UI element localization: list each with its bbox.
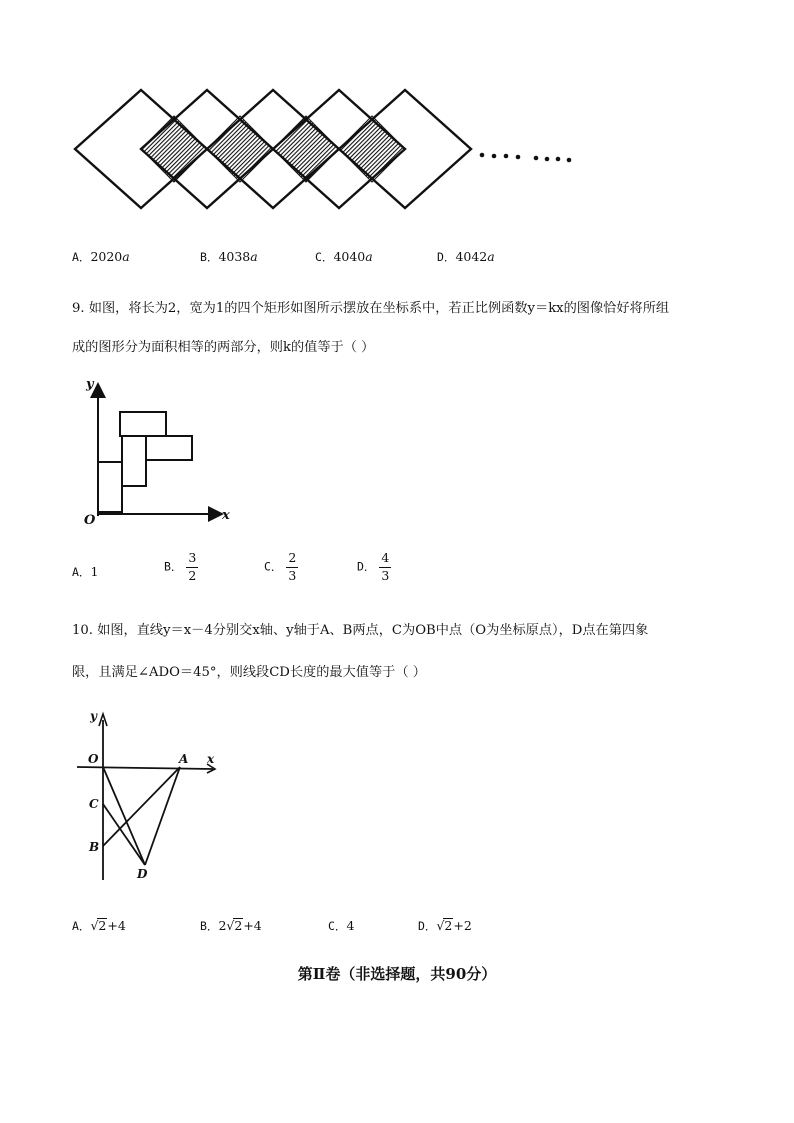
q9-label-origin: O — [84, 513, 96, 526]
q10-question-line-1: 10. 如图，直线y＝x－4分别交x轴、y轴于A、B两点，C为OB中点（O为坐标原点），D点在第四象 — [72, 623, 649, 638]
q8-option-b[interactable]: B．4038a — [200, 249, 258, 264]
q9-label-x: x — [222, 508, 230, 523]
q10-question-line-2: 限，且满足∠ADO＝45°，则线段CD长度的最大值等于（ ） — [72, 665, 426, 680]
q10-option-c[interactable]: C．4 — [328, 918, 355, 933]
q8-option-a[interactable]: A．2020a — [72, 249, 130, 264]
rectangle-3 — [122, 436, 146, 486]
segment-od — [103, 767, 145, 865]
q10-label-b: B — [89, 840, 100, 854]
q10-option-a[interactable]: A．√2+4 — [72, 918, 126, 933]
q9-option-d[interactable]: D． $\frac{4}{3}$ — [357, 550, 390, 583]
section-title: 第Ⅱ卷（非选择题，共90分） — [297, 965, 497, 983]
q10-geometry-figure — [75, 700, 235, 885]
q9-option-a[interactable]: A．1 — [72, 564, 99, 579]
fraction: $\frac{4}{3}$ — [381, 550, 390, 583]
q8-option-c[interactable]: C．4040a — [315, 249, 373, 264]
q9-option-b[interactable]: B． $\frac{3}{2}$ — [164, 550, 197, 583]
q10-option-d[interactable]: D．√2+2 — [418, 918, 472, 933]
rectangle-1 — [120, 412, 166, 436]
q10-option-b[interactable]: B．2√2+4 — [200, 918, 262, 933]
q8-option-d[interactable]: D．4042a — [437, 249, 495, 264]
segment-ab — [103, 767, 180, 846]
q10-label-y: y — [90, 709, 97, 723]
q10-label-d: D — [137, 867, 148, 881]
q10-label-c: C — [89, 797, 99, 811]
shaded-rhombus-1 — [141, 116, 207, 182]
q9-question-line-1: 9. 如图，将长为2，宽为1的四个矩形如图所示摆放在坐标系中，若正比例函数y＝kx的图像恰好将所组 — [72, 301, 670, 316]
shaded-rhombus-2 — [207, 116, 273, 182]
rectangle-2 — [146, 436, 192, 460]
continuation-dots — [480, 153, 572, 163]
q10-label-a: A — [179, 752, 189, 766]
x-axis — [77, 767, 213, 769]
rectangle-4 — [98, 462, 122, 512]
q10-label-x: x — [207, 752, 215, 766]
segment-cd — [103, 804, 145, 865]
q9-question-line-2: 成的图形分为面积相等的两部分，则k的值等于（ ） — [72, 340, 375, 355]
segment-ad — [145, 767, 180, 865]
q9-option-c[interactable]: C． $\frac{2}{3}$ — [264, 550, 297, 583]
fraction: $\frac{3}{2}$ — [188, 550, 197, 583]
q9-rectangles-figure — [80, 376, 240, 526]
fraction: $\frac{2}{3}$ — [288, 550, 297, 583]
shaded-rhombus-3 — [273, 116, 339, 182]
q10-label-o: O — [88, 752, 99, 766]
rhombus-chain-figure — [70, 85, 580, 215]
shaded-rhombus-4 — [339, 116, 405, 182]
q9-label-y: y — [86, 377, 94, 392]
